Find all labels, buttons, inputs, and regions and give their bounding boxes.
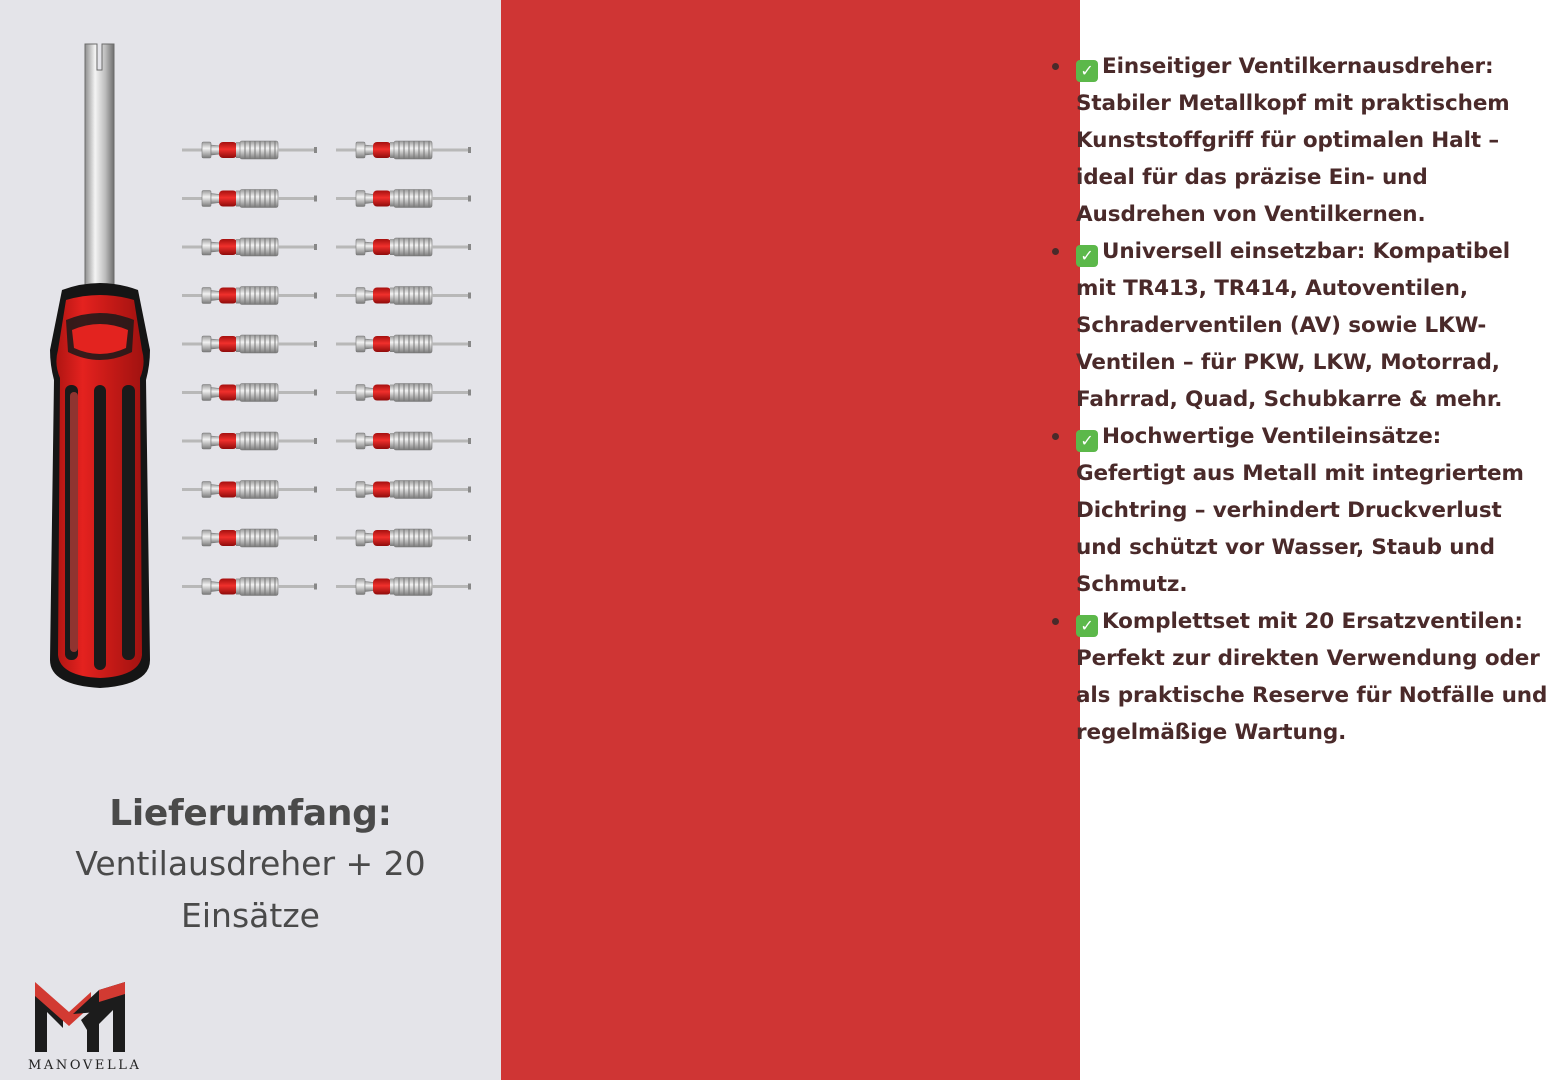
valve-insert	[336, 481, 471, 499]
valve-insert	[336, 432, 471, 450]
valve-insert	[336, 529, 471, 547]
valve-insert	[182, 287, 317, 305]
check-mark-icon: ✓	[1076, 430, 1098, 452]
product-image	[0, 0, 501, 720]
valve-insert-grid	[182, 141, 471, 596]
feature-text: Hochwertige Ventileinsätze: Gefertigt aus Metall mit integriertem Dichtring – verhindert Druckverlust und schützt vor Wasser, Staub und Schmutz.	[1076, 424, 1524, 597]
valve-insert	[182, 335, 317, 353]
valve-insert	[336, 287, 471, 305]
brand-name: MANOVELLA	[28, 1058, 142, 1073]
right-panel	[501, 0, 1548, 1080]
feature-item	[1049, 48, 1549, 233]
scope-block	[0, 790, 501, 942]
valve-insert	[336, 238, 471, 256]
valve-insert	[182, 190, 317, 208]
valve-insert	[182, 481, 317, 499]
scope-text: Ventilausdreher + 20 Einsätze	[75, 844, 426, 935]
scope-title: Lieferumfang:	[109, 793, 392, 834]
m-monogram-icon	[33, 980, 127, 1054]
screwdriver	[50, 44, 150, 688]
valve-insert	[336, 384, 471, 402]
feature-text: Universell einsetzbar: Kompatibel mit TR413, TR414, Autoventilen, Schraderventilen (AV) sowie LKW-Ventilen – für PKW, LKW, Motorrad, Fahrrad, Quad, Schubkarre & mehr.	[1076, 239, 1510, 412]
valve-insert	[182, 432, 317, 450]
feature-item	[1049, 233, 1549, 418]
feature-text: Komplettset mit 20 Ersatzventilen: Perfekt zur direkten Verwendung oder als praktische Reserve für Notfälle und regelmäßige Wartung.	[1076, 609, 1548, 745]
check-mark-icon: ✓	[1076, 615, 1098, 637]
valve-insert	[336, 190, 471, 208]
valve-insert	[336, 578, 471, 596]
valve-insert	[182, 578, 317, 596]
left-panel	[0, 0, 501, 1080]
check-mark-icon: ✓	[1076, 245, 1098, 267]
valve-insert	[336, 335, 471, 353]
feature-item	[1049, 603, 1549, 751]
brand-logo	[28, 980, 142, 1073]
valve-insert	[182, 384, 317, 402]
valve-insert	[336, 141, 471, 159]
valve-insert	[182, 238, 317, 256]
feature-list	[1049, 48, 1549, 751]
feature-item	[1049, 418, 1549, 603]
check-mark-icon: ✓	[1076, 60, 1098, 82]
valve-insert	[182, 141, 317, 159]
valve-insert	[182, 529, 317, 547]
feature-text: Einseitiger Ventilkernausdreher: Stabiler Metallkopf mit praktischem Kunststoffgriff für optimalen Halt – ideal für das präzise Ein- und Ausdrehen von Ventilkernen.	[1076, 54, 1510, 227]
